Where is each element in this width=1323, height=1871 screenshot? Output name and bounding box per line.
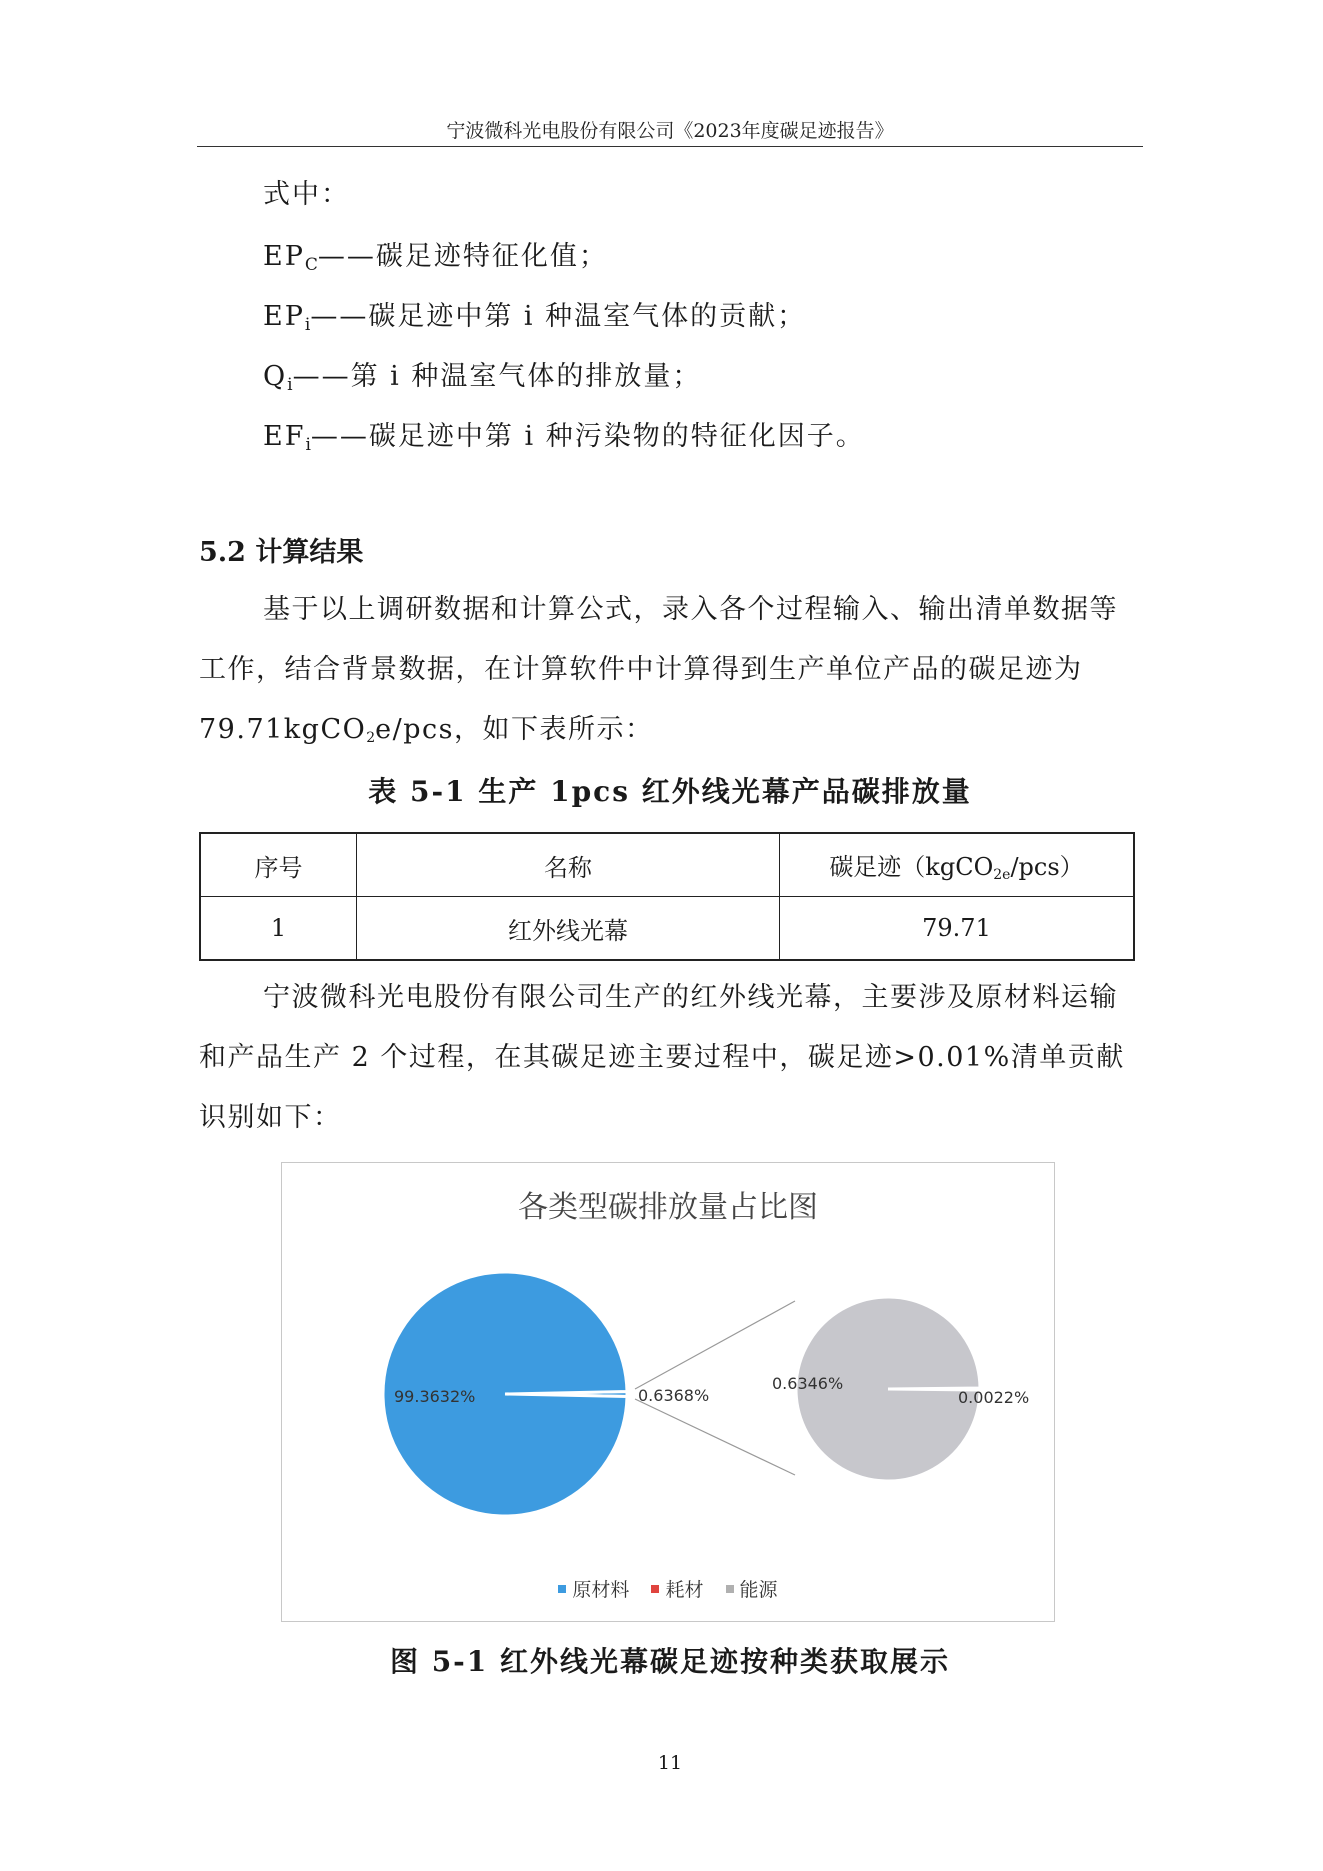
note-subscript: C — [304, 255, 318, 275]
note-symbol: Q — [263, 361, 288, 392]
cell-name: 红外线光幕 — [357, 897, 780, 961]
connector-line-bottom — [635, 1399, 795, 1475]
cell-value: 79.71 — [780, 897, 1135, 961]
label-secondary-small: 0.0022% — [958, 1388, 1030, 1407]
paragraph-contribution: 宁波微科光电股份有限公司生产的红外线光幕，主要涉及原材料运输和产品生产 2 个过程，在其碳足迹主要过程中，碳足迹>0.01%清单贡献识别如下： — [199, 982, 1125, 1133]
formula-note-efi — [263, 414, 865, 455]
header-footprint-a: 碳足迹（kgCO — [829, 853, 994, 881]
table-caption: 表 5-1 生产 1pcs 红外线光幕产品碳排放量 — [368, 775, 972, 808]
header-rule — [197, 146, 1143, 147]
pie-chart — [281, 1162, 1055, 1622]
legend-label: 耗材 — [665, 1579, 704, 1601]
emission-table — [199, 832, 1135, 961]
legend-swatch — [726, 1585, 734, 1593]
note-symbol: EF — [263, 421, 306, 452]
note-desc: ——第 i 种温室气体的排放量； — [292, 361, 702, 392]
formula-note-epc — [263, 234, 608, 275]
note-desc: ——碳足迹中第 i 种污染物的特征化因子。 — [310, 421, 865, 452]
formula-intro: 式中： — [263, 179, 350, 210]
legend-label: 原材料 — [572, 1579, 630, 1601]
note-subscript: i — [304, 315, 311, 335]
header-footprint-b: /pcs） — [1010, 853, 1084, 881]
section-heading: 5.2 计算结果 — [199, 537, 364, 568]
note-subscript: i — [287, 375, 293, 395]
legend-item-consumables — [651, 1575, 703, 1602]
label-secondary-large: 0.6346% — [772, 1374, 844, 1393]
label-main-large: 99.3632% — [394, 1387, 476, 1406]
note-subscript: i — [305, 435, 311, 455]
pie-chart-svg — [282, 1163, 1054, 1563]
paragraph-result — [199, 580, 1137, 768]
header-no: 序号 — [200, 833, 357, 897]
chart-title: 各类型碳排放量占比图 — [518, 1190, 818, 1225]
page-header: 宁波微科光电股份有限公司《2023年度碳足迹报告》 — [446, 120, 894, 142]
table-row — [200, 897, 1134, 961]
header-footprint-sub: 2e — [993, 867, 1011, 883]
para-text-a: 基于以上调研数据和计算公式，录入各个过程输入、输出清单数据等工作，结合背景数据，在计算软件中计算得到生产单位产品的碳足迹为 79.71kgCO — [199, 594, 1118, 745]
note-symbol: EP — [263, 301, 305, 332]
formula-note-epi — [263, 294, 806, 335]
cell-no: 1 — [200, 897, 357, 961]
figure-caption: 图 5-1 红外线光幕碳足迹按种类获取展示 — [389, 1645, 951, 1678]
page-number: 11 — [657, 1752, 683, 1774]
header-footprint — [780, 833, 1135, 897]
label-main-small: 0.6368% — [638, 1386, 710, 1405]
header-name: 名称 — [357, 833, 780, 897]
note-symbol: EP — [263, 241, 305, 272]
formula-note-qi — [263, 354, 701, 395]
para-subscript: 2 — [366, 730, 376, 746]
legend-label: 能源 — [739, 1579, 778, 1601]
legend-item-energy — [726, 1575, 778, 1602]
note-desc: ——碳足迹中第 i 种温室气体的贡献； — [310, 301, 807, 332]
note-desc: ——碳足迹特征化值； — [317, 241, 608, 272]
legend-swatch — [558, 1585, 566, 1593]
chart-legend — [282, 1575, 1054, 1602]
legend-item-raw-material — [558, 1575, 629, 1602]
para-text-b: e/pcs，如下表所示： — [375, 714, 654, 745]
connector-line-top — [635, 1301, 795, 1389]
legend-swatch — [651, 1585, 659, 1593]
table-header-row — [200, 833, 1134, 897]
